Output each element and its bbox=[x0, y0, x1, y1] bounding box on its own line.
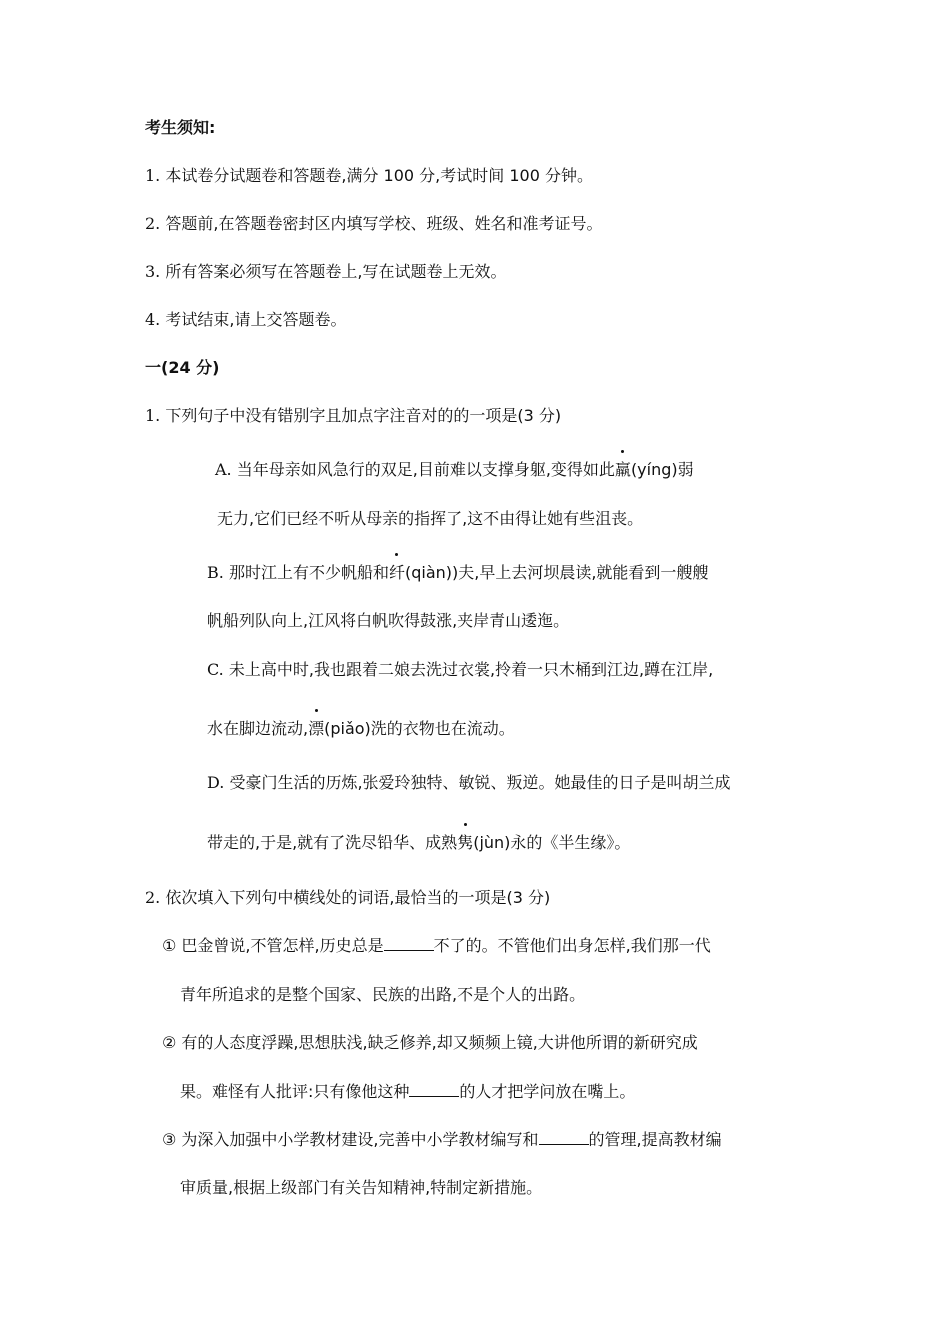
question-number: 1. bbox=[145, 406, 161, 425]
option-c-line-1 bbox=[207, 659, 713, 681]
option-label: A. bbox=[215, 460, 232, 479]
option-c-line-2 bbox=[207, 718, 515, 740]
sentence-1-line-2: 青年所追求的是整个国家、民族的出路,不是个人的出路。 bbox=[180, 985, 586, 1004]
notice-item bbox=[145, 309, 346, 331]
notice-item-number: 2. bbox=[145, 214, 161, 233]
question-text: 依次填入下列句中横线处的词语,最恰当的一项是(3 分) bbox=[165, 888, 551, 907]
notice-item-text: 考试结束,请上交答题卷。 bbox=[165, 310, 347, 329]
sentence-2-line-1: ② 有的人态度浮躁,思想肤浅,缺乏修养,却又频频上镜,大讲他所谓的新研究成 bbox=[162, 1033, 698, 1052]
option-a-line-1 bbox=[215, 459, 694, 481]
sentence-text: 的人才把学问放在嘴上。 bbox=[459, 1082, 636, 1101]
option-label: B. bbox=[207, 563, 224, 582]
notice-item bbox=[145, 165, 593, 187]
question-text: 下列句子中没有错别字且加点字注音对的的一项是(3 分) bbox=[165, 406, 562, 425]
sentence-text: ③ 为深入加强中小学教材建设,完善中小学教材编写和 bbox=[162, 1130, 539, 1149]
option-text: (qiàn))夫,早上去河坝晨读,就能看到一艘艘 bbox=[404, 563, 709, 582]
option-label: D. bbox=[207, 773, 225, 792]
dotted-character: 隽 bbox=[457, 833, 474, 852]
notice-item bbox=[145, 261, 506, 283]
notice-item-text: 所有答案必须写在答题卷上,写在试题卷上无效。 bbox=[165, 262, 507, 281]
option-text: (piǎo)洗的衣物也在流动。 bbox=[324, 719, 515, 738]
sentence-text: ① 巴金曾说,不管怎样,历史总是 bbox=[162, 936, 384, 955]
notice-item-text: 答题前,在答题卷密封区内填写学校、班级、姓名和准考证号。 bbox=[165, 214, 603, 233]
notice-item-number: 4. bbox=[145, 310, 161, 329]
dotted-character: 羸 bbox=[614, 460, 631, 479]
question-1-stem bbox=[145, 405, 561, 427]
option-label: C. bbox=[207, 660, 224, 679]
option-text: 水在脚边流动, bbox=[207, 719, 309, 738]
dotted-character: 纤 bbox=[388, 563, 405, 582]
sentence-text: 的管理,提高教材编 bbox=[588, 1130, 722, 1149]
option-text: 带走的,于是,就有了洗尽铅华、成熟 bbox=[207, 833, 458, 852]
option-b-line-1 bbox=[207, 562, 708, 584]
sentence-text: 不了的。不管他们出身怎样,我们那一代 bbox=[433, 936, 711, 955]
question-number: 2. bbox=[145, 888, 161, 907]
option-text: (yíng)弱 bbox=[630, 460, 694, 479]
sentence-3-line-2: 审质量,根据上级部门有关告知精神,特制定新措施。 bbox=[180, 1178, 543, 1197]
notice-item bbox=[145, 213, 602, 235]
sentence-text: 果。难怪有人批评:只有像他这种 bbox=[180, 1082, 410, 1101]
option-text: 那时江上有不少帆船和 bbox=[228, 563, 389, 582]
fill-in-blank bbox=[539, 1130, 589, 1145]
notice-title: 考生须知: bbox=[145, 118, 216, 137]
sentence-3-line-1 bbox=[162, 1129, 722, 1151]
notice-item-text: 本试卷分试题卷和答题卷,满分 100 分,考试时间 100 分钟。 bbox=[165, 166, 593, 185]
option-b-line-2: 帆船列队向上,江风将白帆吹得鼓涨,夹岸青山逶迤。 bbox=[207, 611, 570, 630]
notice-item-number: 3. bbox=[145, 262, 161, 281]
fill-in-blank bbox=[384, 936, 434, 951]
fill-in-blank bbox=[409, 1082, 459, 1097]
question-2-stem bbox=[145, 887, 550, 909]
option-text: 受豪门生活的历炼,张爱玲独特、敏锐、叛逆。她最佳的日子是叫胡兰成 bbox=[229, 773, 731, 792]
sentence-1-line-1 bbox=[162, 935, 711, 957]
section-heading: 一(24 分) bbox=[145, 358, 220, 377]
notice-item-number: 1. bbox=[145, 166, 161, 185]
option-text: (jùn)永的《半生缘》。 bbox=[473, 833, 631, 852]
option-text: 未上高中时,我也跟着二娘去洗过衣裳,拎着一只木桶到江边,蹲在江岸, bbox=[228, 660, 714, 679]
option-a-line-2: 无力,它们已经不听从母亲的指挥了,这不由得让她有些沮丧。 bbox=[217, 509, 644, 528]
option-d-line-1 bbox=[207, 772, 731, 794]
option-text: 当年母亲如风急行的双足,目前难以支撑身躯,变得如此 bbox=[236, 460, 615, 479]
option-d-line-2 bbox=[207, 832, 630, 854]
dotted-character: 漂 bbox=[308, 719, 325, 738]
sentence-2-line-2 bbox=[180, 1081, 635, 1103]
